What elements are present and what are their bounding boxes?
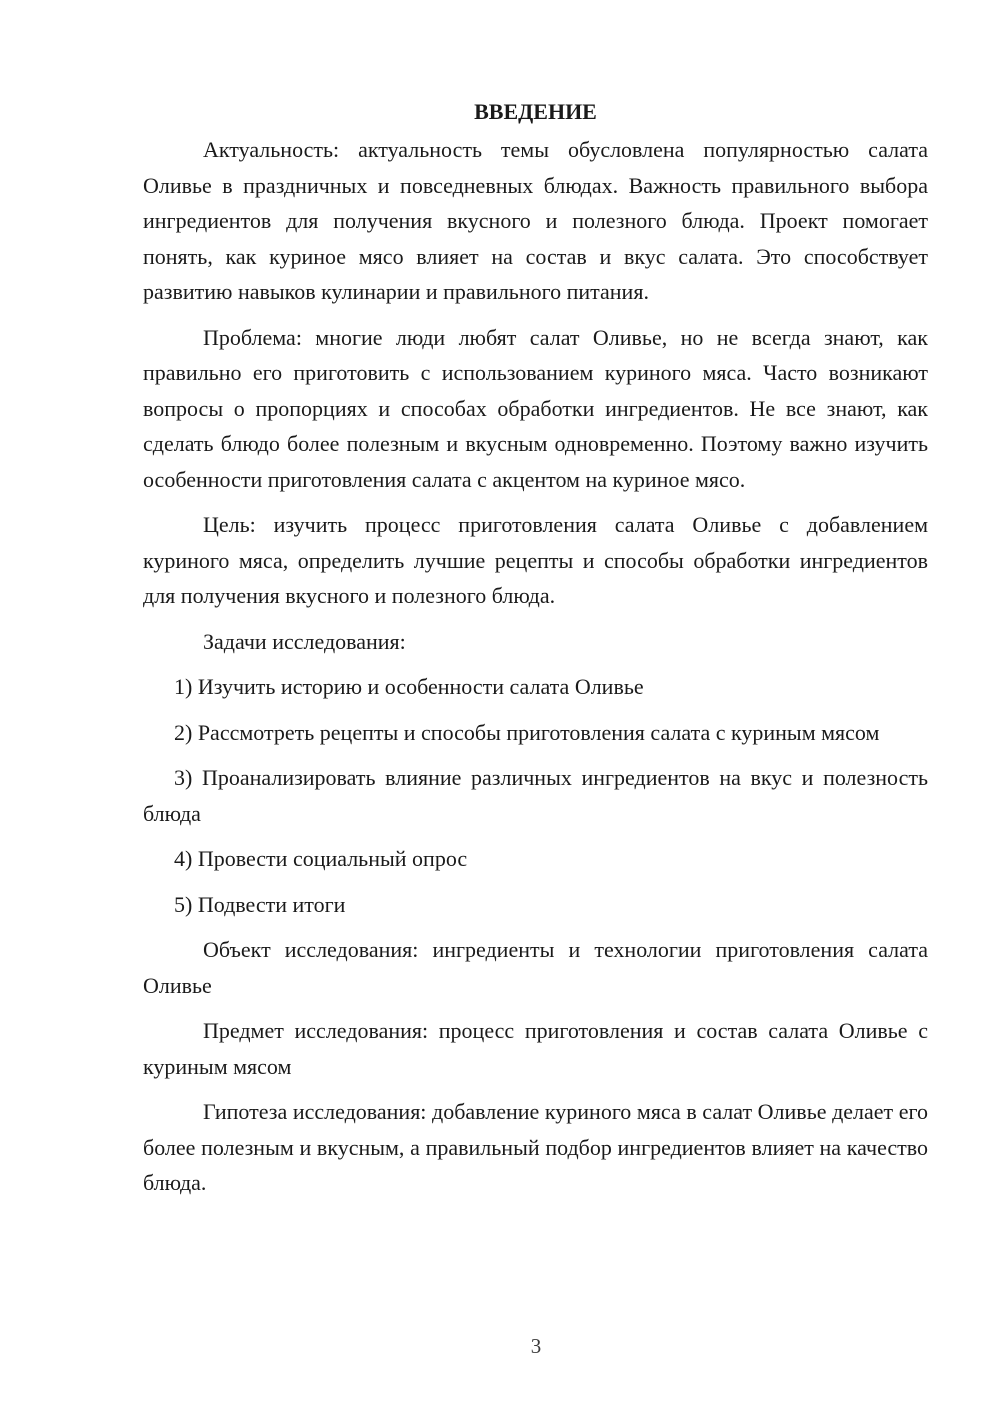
section-title: ВВЕДЕНИЕ	[474, 99, 597, 124]
relevance-paragraph: Актуальность: актуальность темы обусловлена популярностью салата Оливье в праздничных и повседневных блюдах. Важность правильного выбора ингредиентов для получения вкусного и полезного блюда. Проект помогает понять, как куриное мясо влияет на состав и вкус салата. Это способствует развитию навыков кулинарии и правильного питания.	[143, 137, 928, 304]
page-number: 3	[530, 1334, 542, 1358]
task-item-5: 5) Подвести итоги	[174, 891, 346, 917]
subject-paragraph: Предмет исследования: процесс приготовления и состав салата Оливье с куриным мясом	[143, 1018, 928, 1079]
task-item-4: 4) Провести социальный опрос	[174, 846, 468, 871]
page-content	[143, 94, 928, 1211]
object-paragraph: Объект исследования: ингредиенты и технологии приготовления салата Оливье	[143, 937, 928, 998]
hypothesis-paragraph: Гипотеза исследования: добавление куриного мяса в салат Оливье делает его более полезным и вкусным, а правильный подбор ингредиентов влияет на качество блюда.	[143, 1099, 928, 1195]
goal-paragraph: Цель: изучить процесс приготовления салата Оливье с добавлением куриного мяса, определить лучшие рецепты и способы обработки ингредиентов для получения вкусного и полезного блюда.	[143, 512, 928, 608]
tasks-heading: Задачи исследования:	[203, 628, 406, 654]
task-item-1: 1) Изучить историю и особенности салата Оливье	[174, 674, 644, 699]
problem-paragraph: Проблема: многие люди любят салат Оливье, но не всегда знают, как правильно его приготовить с использованием куриного мяса. Часто возникают вопросы о пропорциях и способах обработки ингредиентов. Не все знают, как сделать блюдо более полезным и вкусным одновременно. Поэтому важно изучить особенности приготовления салата с акцентом на куриное мясо.	[143, 324, 928, 492]
task-item-3: 3) Проанализировать влияние различных ингредиентов на вкус и полезность блюда	[143, 765, 928, 826]
task-item-2: 2) Рассмотреть рецепты и способы приготовления салата с куриным мясом	[174, 719, 880, 745]
